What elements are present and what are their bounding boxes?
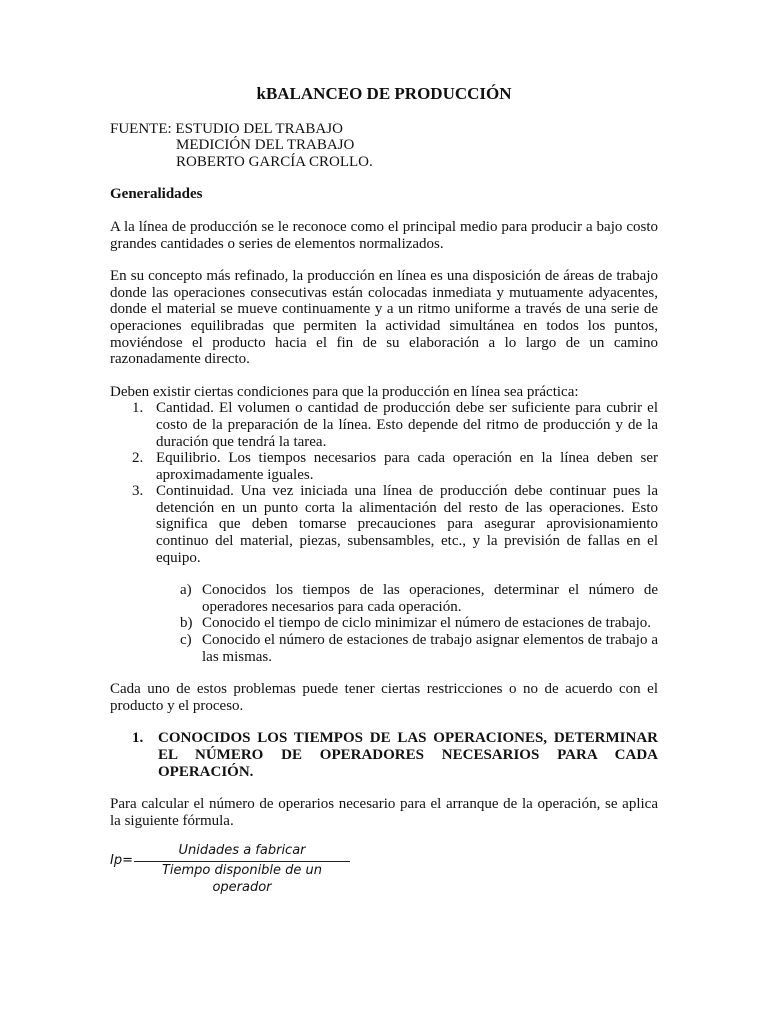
section-heading: Generalidades	[110, 186, 203, 203]
conditions-list	[110, 400, 658, 566]
list-marker: 3.	[132, 483, 144, 500]
paragraph-restrictions: Cada uno de estos problemas puede tener ciertas restricciones o no de acuerdo con el producto y el proceso.	[110, 681, 658, 714]
heading-marker: 1.	[132, 730, 144, 747]
list-marker: b)	[180, 615, 193, 632]
list-item	[110, 615, 658, 632]
source-line-1: FUENTE: ESTUDIO DEL TRABAJO	[110, 120, 343, 137]
problems-list	[110, 582, 658, 665]
list-item-text: Conocido el número de estaciones de trabajo asignar elementos de trabajo a las mismas.	[202, 632, 658, 665]
formula-denominator: Tiempo disponible de un operador	[161, 862, 323, 895]
list-item	[110, 582, 658, 615]
list-item	[110, 400, 658, 450]
list-item-text: Cantidad. El volumen o cantidad de producción debe ser suficiente para cubrir el costo de la preparación de la línea. Esto depende del ritmo de producción y de la duración que tendrá la tarea.	[156, 400, 658, 450]
document-body	[110, 84, 658, 895]
list-marker: 1.	[132, 400, 144, 417]
list-item-text: Conocidos los tiempos de las operaciones, determinar el número de operadores necesarios para cada operación.	[202, 582, 658, 615]
formula-lhs: Ip=	[110, 853, 133, 869]
source-line-2: MEDICIÓN DEL TRABAJO	[176, 137, 355, 154]
list-item-text: Conocido el tiempo de ciclo minimizar el número de estaciones de trabajo.	[202, 615, 652, 632]
list-item	[110, 483, 658, 566]
list-item-text: Equilibrio. Los tiempos necesarios para cada operación en la línea deben ser aproximadamente iguales.	[156, 450, 658, 483]
numbered-heading	[110, 730, 658, 780]
source-line-3: ROBERTO GARCÍA CROLLO.	[176, 153, 373, 170]
formula	[110, 843, 658, 895]
formula-fraction	[134, 843, 350, 896]
list-item	[110, 632, 658, 665]
paragraph-conditions-intro: Deben existir ciertas condiciones para que la producción en línea sea práctica:	[110, 383, 579, 400]
paragraph-formula-intro: Para calcular el número de operarios necesario para el arranque de la operación, se aplica la siguiente fórmula.	[110, 796, 658, 829]
document-title: kBALANCEO DE PRODUCCIÓN	[256, 84, 512, 103]
list-item	[110, 450, 658, 483]
formula-numerator: Unidades a fabricar	[134, 843, 350, 862]
heading-text: CONOCIDOS LOS TIEMPOS DE LAS OPERACIONES, DETERMINAR EL NÚMERO DE OPERADORES NECESARIOS PARA CADA OPERACIÓN.	[158, 730, 658, 780]
list-marker: a)	[180, 582, 192, 599]
list-marker: 2.	[132, 450, 144, 467]
list-item-text: Continuidad. Una vez iniciada una línea de producción debe continuar pues la detención en un punto corta la alimentación del resto de las operaciones. Esto significa que deben tomarse precauciones para asegurar aprovisionamiento continuo del material, piezas, subensambles, etc., y la previsión de fallas en el equipo.	[156, 483, 658, 566]
list-marker: c)	[180, 632, 192, 649]
paragraph-intro: A la línea de producción se le reconoce como el principal medio para producir a bajo costo grandes cantidades o series de elementos normalizados.	[110, 218, 658, 252]
source-block	[110, 121, 658, 171]
paragraph-concept: En su concepto más refinado, la producción en línea es una disposición de áreas de trabajo donde las operaciones consecutivas están colocadas inmediata y mutuamente adyacentes, donde el material se mueve continuamente y a un ritmo uniforme a través de una serie de operaciones equilibradas que permiten la actividad simultánea en todos los puntos, moviéndose el producto hacia el fin de su elaboración a lo largo de un camino razonadamente directo.	[110, 268, 658, 368]
